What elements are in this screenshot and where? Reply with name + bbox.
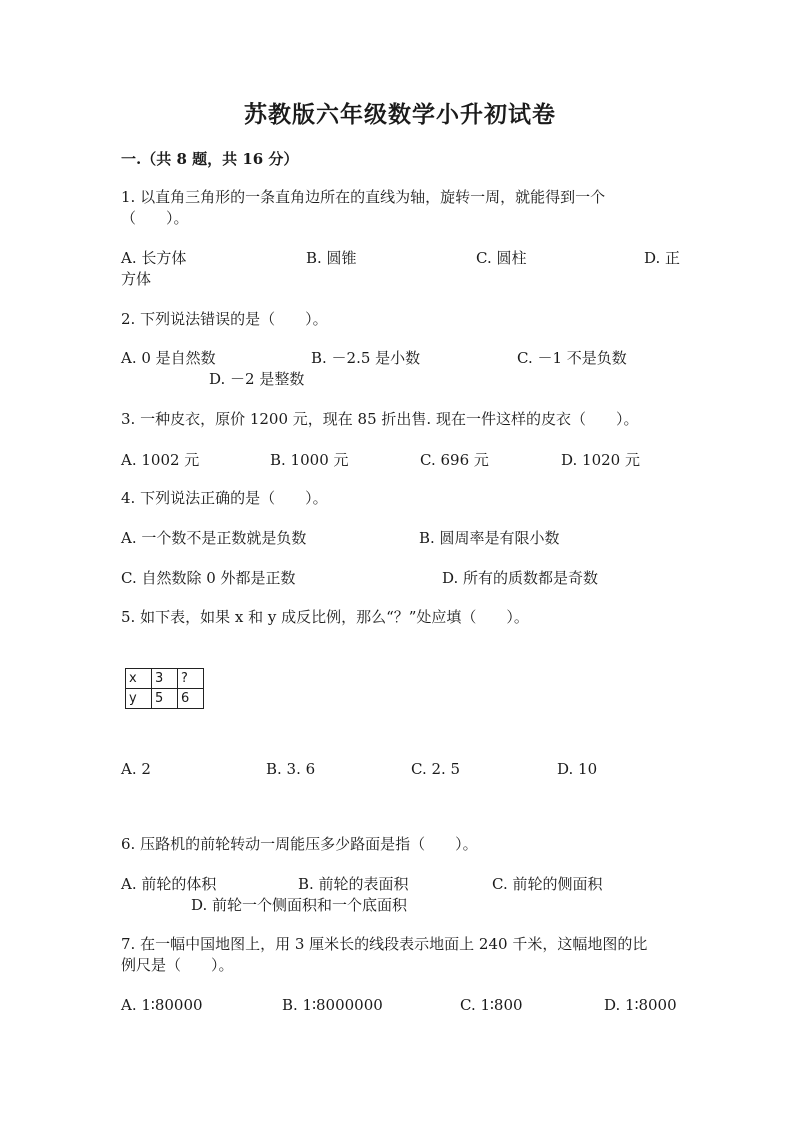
q7-option-b: B. 1∶8000000 (282, 996, 383, 1014)
q4-option-b: B. 圆周率是有限小数 (419, 529, 560, 547)
table-row (126, 669, 204, 689)
q5-option-d: D. 10 (557, 760, 598, 778)
table-cell: 5 (152, 689, 178, 709)
q5-option-b: B. 3. 6 (266, 760, 316, 778)
table-cell: 3 (152, 669, 178, 689)
q1-option-d: D. 正 (644, 249, 681, 267)
q3-option-a: A. 1002 元 (121, 451, 200, 469)
page-title: 苏教版六年级数学小升初试卷 (244, 101, 556, 128)
question-1-text: 1. 以直角三角形的一条直角边所在的直线为轴，旋转一周，就能得到一个 (121, 188, 606, 206)
question-1-text-cont: （ ）。 (121, 209, 189, 227)
q6-option-a: A. 前轮的体积 (121, 875, 217, 893)
q3-option-b: B. 1000 元 (270, 451, 349, 469)
q2-option-a: A. 0 是自然数 (121, 349, 216, 367)
table-cell: ? (178, 669, 204, 689)
q7-option-d: D. 1∶8000 (604, 996, 677, 1014)
q2-option-d: D. －2 是整数 (209, 370, 305, 388)
q4-option-d: D. 所有的质数都是奇数 (442, 569, 599, 587)
question-6-text: 6. 压路机的前轮转动一周能压多少路面是指（ ）。 (121, 835, 478, 853)
q4-option-c: C. 自然数除 0 外都是正数 (121, 569, 296, 587)
table-cell: 6 (178, 689, 204, 709)
q2-option-c: C. －1 不是负数 (517, 349, 627, 367)
q7-option-c: C. 1∶800 (460, 996, 523, 1014)
q3-option-d: D. 1020 元 (561, 451, 640, 469)
q1-option-a: A. 长方体 (121, 249, 187, 267)
table-cell: x (126, 669, 152, 689)
q2-option-b: B. －2.5 是小数 (311, 349, 421, 367)
table-row (126, 689, 204, 709)
q1-option-b: B. 圆锥 (306, 249, 357, 267)
q6-option-d: D. 前轮一个侧面积和一个底面积 (191, 896, 408, 914)
q5-option-a: A. 2 (121, 760, 151, 778)
question-4-text: 4. 下列说法正确的是（ ）。 (121, 489, 328, 507)
question-7-text: 7. 在一幅中国地图上，用 3 厘米长的线段表示地面上 240 千米，这幅地图的比 (121, 935, 648, 953)
q4-option-a: A. 一个数不是正数就是负数 (121, 529, 307, 547)
question-3-text: 3. 一种皮衣，原价 1200 元，现在 85 折出售. 现在一件这样的皮衣（ ）。 (121, 410, 639, 428)
xy-table (125, 668, 204, 709)
question-2-text: 2. 下列说法错误的是（ ）。 (121, 310, 328, 328)
q3-option-c: C. 696 元 (420, 451, 489, 469)
table-cell: y (126, 689, 152, 709)
q7-option-a: A. 1∶80000 (121, 996, 203, 1014)
q1-option-c: C. 圆柱 (476, 249, 527, 267)
question-7-text-cont: 例尺是（ ）。 (121, 956, 234, 974)
section-heading: 一.（共 8 题，共 16 分） (121, 150, 299, 168)
question-5-text: 5. 如下表，如果 x 和 y 成反比例，那么“？”处应填（ ）。 (121, 608, 529, 626)
q1-option-d-cont: 方体 (121, 270, 152, 288)
q6-option-b: B. 前轮的表面积 (298, 875, 409, 893)
q6-option-c: C. 前轮的侧面积 (492, 875, 603, 893)
q5-option-c: C. 2. 5 (411, 760, 461, 778)
